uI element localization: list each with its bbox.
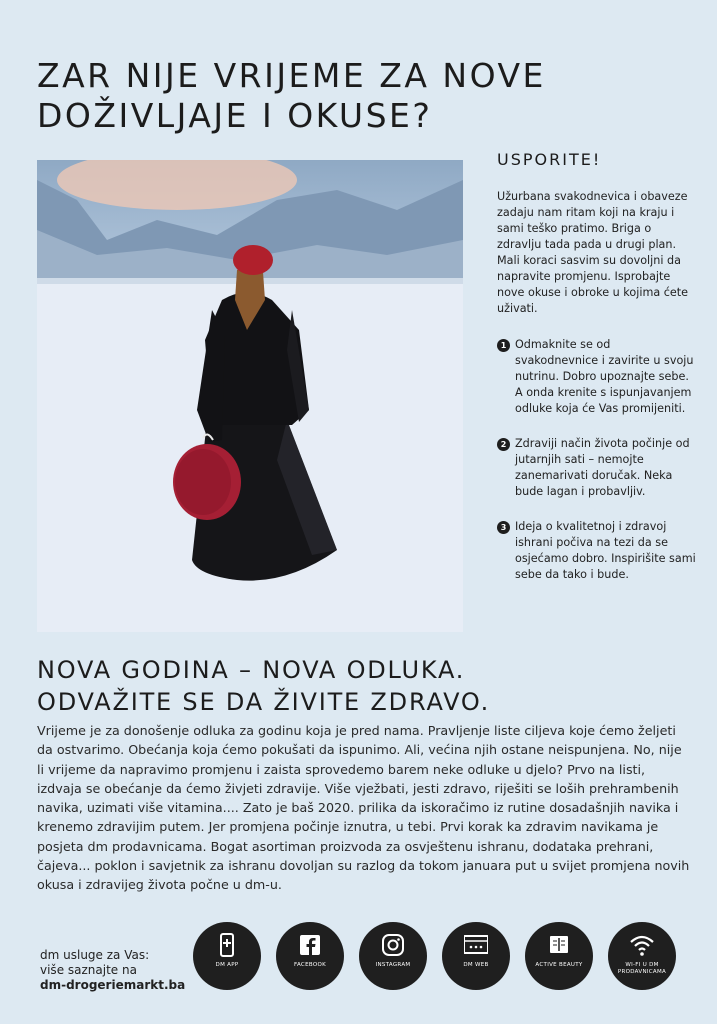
subheadline-line-1: NOVA GODINA – NOVA ODLUKA. (37, 656, 466, 684)
active-beauty-icon[interactable] (525, 922, 593, 990)
footer-line-2: više saznajte na (40, 963, 137, 977)
dm-app-icon[interactable] (193, 922, 261, 990)
sidebar-title: USPORITE! (497, 150, 602, 169)
headline (37, 56, 697, 136)
dm-app-label: DM APP (215, 962, 239, 968)
active-beauty-label: ACTIVE BEAUTY (535, 962, 583, 968)
instagram-label: INSTAGRAM (375, 962, 411, 968)
tip-1 (497, 337, 697, 417)
footer-line-1: dm usluge za Vas: (40, 948, 150, 962)
dm-web-icon[interactable] (442, 922, 510, 990)
wifi-icon[interactable] (608, 922, 676, 990)
subheadline (37, 654, 697, 718)
sidebar (497, 150, 697, 602)
service-icons (0, 922, 717, 992)
tip-3 (497, 519, 697, 583)
subheadline-line-2: ODVAŽITE SE DA ŽIVITE ZDRAVO. (37, 688, 491, 716)
headline-line-1: ZAR NIJE VRIJEME ZA NOVE (37, 56, 546, 95)
tip-number-3: 3 (497, 521, 510, 534)
sidebar-intro: Užurbana svakodnevica i obaveze zadaju nam ritam koji na kraju i sami teško pratimo. Briga o zdravlju tada pada u drugi plan. Mali koraci sasvim su dovoljni da napravite promjenu. Isprobajte nove okuse i obroke u kojima ćete uživati. (497, 190, 689, 315)
tip-text-1: Odmaknite se od svakodnevnice i zavirite u svoju nutrinu. Dobro upoznajte sebe. A onda krenite s ispunjavanjem odluke koja će Vas promijeniti. (515, 338, 694, 415)
wifi-label: WI-FI U DM PRODAVNICAMA (617, 962, 667, 975)
woman-in-snow-photo (37, 160, 463, 632)
tip-number-1: 1 (497, 339, 510, 352)
facebook-label: FACEBOOK (294, 962, 326, 968)
tip-number-2: 2 (497, 438, 510, 451)
tip-text-2: Zdraviji način života počinje od jutarnjih sati – nemojte zanemarivati doručak. Neka bude lagan i probavljiv. (515, 437, 690, 498)
facebook-icon[interactable] (276, 922, 344, 990)
headline-line-2: DOŽIVLJAJE I OKUSE? (37, 96, 433, 135)
dm-web-label: DM WEB (463, 962, 489, 968)
instagram-icon[interactable] (359, 922, 427, 990)
tip-text-3: Ideja o kvalitetnoj i zdravoj ishrani počiva na tezi da se osjećamo dobro. Inspirišite sami sebe da tako i bude. (515, 520, 696, 581)
body-text: Vrijeme je za donošenje odluka za godinu koja je pred nama. Pravljenje liste ciljeva koje ćemo željeti da ostvarimo. Obećanja koja ćemo pokušati da ispunimo. Ali, većina njih ostane neispunjena. No, nije li vrijeme da napravimo promjenu i zaista sprovedemo barem neke odluke u djelo? Prvo na listi, izdvaja se obećanje da ćemo živjeti zdravije. Više vježbati, jesti zdravo, riješiti se loših prehrambenih navika, uzimati više vitamina.... Zato je baš 2020. prilika da iskoračimo iz rutine dosadašnjih navika i krenemo zdravijim putem. Jer promjena počinje iznutra, u tebi. Prvi korak ka zdravim navikama je posjeta dm prodavnicama. Bogat asortiman proizvoda za osvještenu ishranu, dodataka prehrani, čajeva... poklon i savjetnik za ishranu dovoljan su razlog da tokom januara put u svijet promjena novih okusa i zdravijeg života počne u dm-u. (37, 723, 690, 893)
footer-url[interactable]: dm-drogeriemarkt.ba (40, 978, 186, 992)
tip-2 (497, 436, 697, 500)
